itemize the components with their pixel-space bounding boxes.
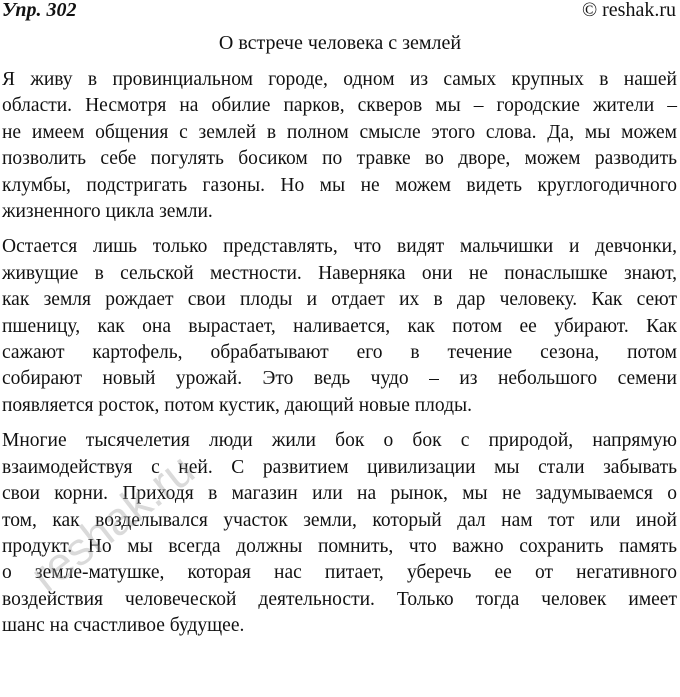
text-line: жизненного цикла земли.	[2, 201, 213, 223]
text-line: области. Несмотря на обилие парков, скверов мы – городские жители –	[2, 95, 677, 117]
text-line: продукт. Но мы всегда должны помнить, что важно сохранить память	[2, 535, 677, 557]
text-line: Многие тысячелетия люди жили бок о бок с природой, напрямую	[2, 430, 677, 452]
text-line: как земля рождает свои плоды и отдает их в дар человеку. Как сеют	[2, 289, 677, 311]
text-line: о земле-матушке, которая нас питает, уберечь ее от негативного	[2, 562, 677, 584]
text-line: клумбы, подстригать газоны. Но мы не можем видеть круглогодичного	[2, 174, 677, 196]
text-line: Остается лишь только представлять, что видят мальчишки и девчонки,	[2, 236, 677, 258]
text-line: пшеницу, как она вырастает, наливается, как потом ее убирают. Как	[2, 315, 677, 337]
site-credit: © reshak.ru	[581, 0, 676, 21]
text-line: взаимодействуя с ней. С развитием цивилизации мы стали забывать	[2, 456, 677, 478]
text-line: живущие в сельской местности. Наверняка они не понаслышке знают,	[2, 262, 677, 284]
text-line: шанс на счастливое будущее.	[2, 615, 245, 637]
page-header	[0, 0, 680, 24]
text-line: сажают картофель, обрабатывают его в течение сезона, потом	[2, 342, 677, 364]
text-line: Я живу в провинциальном городе, одном из самых крупных в нашей	[2, 69, 677, 90]
text-line: свои корни. Приходя в магазин или на рынок, мы не задумываемся о	[2, 483, 677, 505]
text-line: не имеем общения с землей в полном смысле этого слова. Да, мы можем	[2, 121, 677, 143]
text-line: воздействия человеческой деятельности. Только тогда человек имеет	[2, 588, 677, 610]
text-line: появляется росток, потом кустик, дающий новые плоды.	[2, 394, 472, 416]
watermark: reshak.ru	[20, 442, 204, 602]
text-line: том, как возделывался участок земли, который дал нам тот или иной	[2, 509, 677, 531]
text-line: собирают новый урожай. Это ведь чудо – из небольшого семени	[2, 368, 677, 390]
exercise-number: Упр. 302	[2, 0, 77, 21]
paragraph-1	[2, 67, 677, 225]
paragraph-2	[2, 234, 677, 419]
text-line: позволить себе погулять босиком по травке во дворе, можем разводить	[2, 148, 677, 170]
essay-title: О встрече человека с землей	[218, 32, 462, 54]
